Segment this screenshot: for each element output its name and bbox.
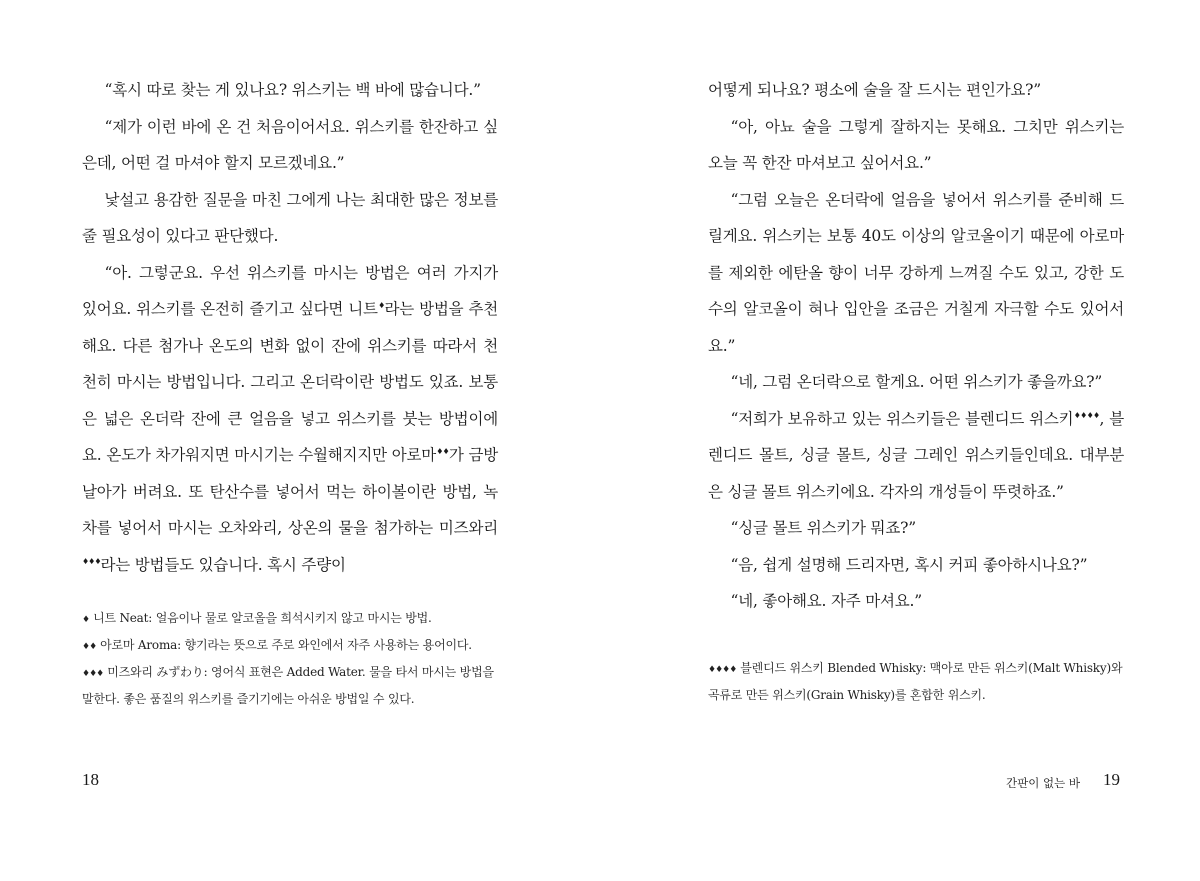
footnote (82, 633, 498, 660)
footnote (82, 660, 498, 712)
footnote-marker: ♦♦ (436, 447, 449, 456)
paragraph: 어떻게 되나요? 평소에 술을 잘 드시는 편인가요?” (708, 81, 1041, 99)
footnote-marker: ♦♦♦ (82, 669, 104, 679)
paragraph: “네, 그럼 온더락으로 할게요. 어떤 위스키가 좋을까요?” (730, 373, 1103, 391)
footnote-text: 아로마 Aroma: 향기라는 뜻으로 주로 와인에서 자주 사용하는 용어이다. (100, 638, 472, 652)
footnote-text: 블렌디드 위스키 Blended Whisky: 맥아로 만든 위스키(Malt Whisky)와 곡류로 만든 위스키(Grain Whisky)를 혼합한 위스키. (708, 661, 1123, 702)
paragraph: 낯설고 용감한 질문을 마친 그에게 나는 최대한 많은 정보를 줄 필요성이 있다고 판단했다. (82, 190, 498, 245)
running-title: 간판이 없는 바 (1006, 776, 1080, 790)
right-page (600, 0, 1200, 881)
right-footnotes (708, 656, 1124, 708)
paragraph-text: 라는 방법들도 있습니다. 혹시 주량이 (100, 555, 346, 574)
footnote-marker: ♦♦♦ (82, 556, 101, 566)
footnote-text: 미즈와리 みずわり: 영어식 표현은 Added Water. 물을 타서 마시는 방법을 말한다. 좋은 품질의 위스키를 즐기기에는 아쉬운 방법일 수 있다. (82, 665, 494, 706)
paragraph: “그럼 오늘은 온더락에 얼음을 넣어서 위스키를 준비해 드릴게요. 위스키는 보통 40도 이상의 알코올이기 때문에 아로마를 제외한 에탄올 향이 너무 강하게 느껴질 수도 있고, 강한 도수의 알코올이 혀나 입안을 조금은 거칠게 자극할 수도 있어서요.” (708, 190, 1124, 355)
paragraph (708, 401, 1124, 511)
paragraph-text: , 블렌디드 몰트, 싱글 몰트, 싱글 그레인 위스키들인데요. 대부분은 싱글 몰트 위스키에요. 각자의 개성들이 뚜렷하죠.” (708, 409, 1125, 501)
paragraph-text: 가 금방 날아가 버려요. 또 탄산수를 넣어서 먹는 하이볼이란 방법, 녹차를 넣어서 마시는 오차와리, 상온의 물을 첨가하는 미즈와리 (82, 446, 499, 537)
paragraph: “네, 좋아해요. 자주 마셔요.” (730, 592, 923, 610)
paragraph: “음, 쉽게 설명해 드리자면, 혹시 커피 좋아하시나요?” (730, 555, 1088, 574)
footnote-marker: ♦ (82, 615, 90, 625)
footnote (708, 656, 1124, 708)
paragraph (82, 255, 498, 584)
left-body-text (82, 72, 498, 583)
footnote-text: 니트 Neat: 얼음이나 물로 알코올을 희석시키지 않고 마시는 방법. (93, 611, 432, 625)
footnote (82, 606, 498, 633)
paragraph: “제가 이런 바에 온 건 처음이어서요. 위스키를 한잔하고 싶은데, 어떤 걸 마셔야 할지 모르겠네요.” (82, 117, 498, 172)
footnote-marker: ♦♦ (82, 642, 97, 652)
paragraph-text: 라는 방법을 추천해요. 다른 첨가나 온도의 변화 없이 잔에 위스키를 따라서 천천히 마시는 방법입니다. 그리고 온더락이란 방법도 있죠. 보통은 넓은 온더락 잔에 큰 얼음을 넣고 위스키를 붓는 방법이에요. 온도가 차가워지면 마시기는 수월해지지만 아로마 (82, 300, 498, 464)
page-number: 19 (1103, 770, 1120, 789)
paragraph: “혹시 따로 찾는 게 있나요? 위스키는 백 바에 많습니다.” (104, 81, 481, 99)
left-footnotes (82, 606, 498, 712)
paragraph-text: “아. 그렇군요. 우선 위스키를 마시는 방법은 여러 가지가 있어요. 위스키를 온전히 즐기고 싶다면 니트 (82, 263, 498, 318)
paragraph-text: “저희가 보유하고 있는 위스키들은 블렌디드 위스키 (730, 409, 1074, 428)
footnote-marker: ♦♦♦♦ (708, 665, 737, 675)
right-body-text (708, 72, 1124, 620)
footnote-marker: ♦ (377, 301, 385, 310)
paragraph: “싱글 몰트 위스키가 뭐죠?” (730, 519, 916, 537)
footnote-marker: ♦♦♦♦ (1073, 410, 1100, 420)
page-number: 18 (82, 770, 99, 789)
paragraph: “아, 아뇨 술을 그렇게 잘하지는 못해요. 그치만 위스키는 오늘 꼭 한잔 마셔보고 싶어서요.” (708, 117, 1124, 172)
